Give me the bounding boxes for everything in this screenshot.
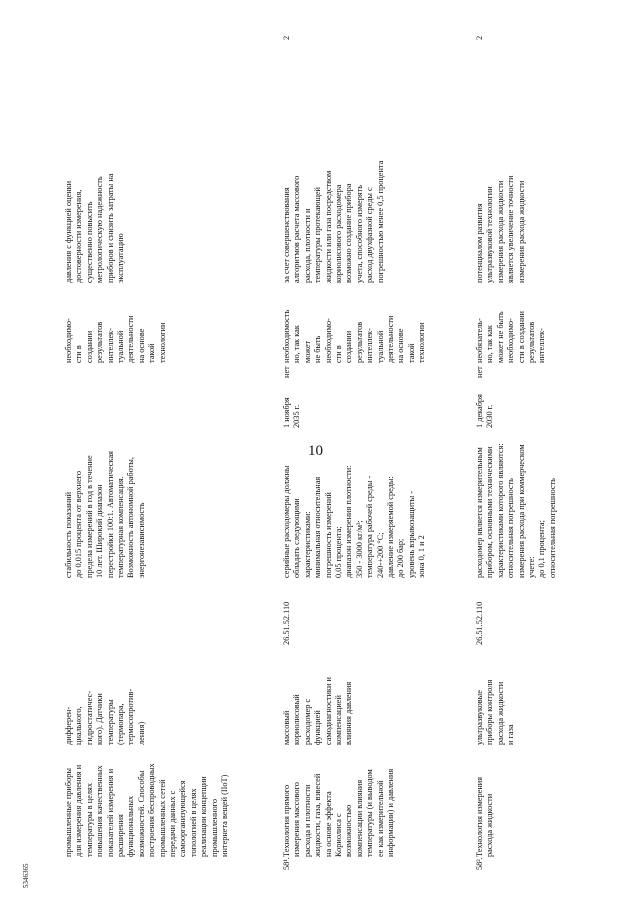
deadline-date: 1 ноября 2035 г. — [282, 397, 302, 428]
group-number: 2 — [475, 35, 484, 40]
row-number: 58¹. — [282, 857, 291, 870]
ip-justification: необязатель- но, так как может не быть необходимо- сти в создании результатов интеллек- — [475, 311, 547, 363]
ip-justification: необходимость но, так как может не быть необходимо- сти в создании результатов интеллек- туальной деятельности на основе такой технологии — [282, 309, 427, 363]
deadline-date: 1 декабря 2030 г. — [475, 394, 495, 428]
expected-effect: за счет совершенствования алгоритмов расчета массового расхода, плотности и температуры протекающей жидкости или газа посредством кориолисового расходомера возможно создание прибора учета, способного измерять расход двухфазной среды с погрешностью менее 0,5 процента — [282, 160, 385, 283]
expected-effect: давления с функцией оценки достоверности измерения, существенно повысить метрологическую надежность приборов и снизить затраты на эксплуатацию — [64, 173, 126, 283]
document-id: 5346365 — [22, 863, 30, 888]
group-number: 2 — [282, 35, 291, 40]
product-type: ультразвуковые приборы контроля расхода жидкости и газа — [475, 679, 516, 745]
technology-name: Технология измерения расхода жидкости — [475, 776, 495, 857]
okpd-code: 26.51.52.110 — [282, 601, 291, 645]
okpd-code: 26.51.52.110 — [475, 601, 484, 645]
product-type: дифферен- циального, гидростатичес- кого). Датчики температуры (термопара, термосопротив- ления) — [64, 688, 146, 745]
row-number: 58². — [475, 857, 484, 870]
ip-need: нет — [282, 366, 291, 378]
expected-effect: потенциалом развития ультразвуковой технологии измерения расхода жидкости является увеличение точности измерения расхода жидкости — [475, 175, 526, 283]
ip-need: нет — [475, 366, 484, 378]
product-type: массовый кориолисовый расходомер с функцией самодиагностики и компенсацией влияния давления — [282, 677, 354, 745]
technology-name: Технология прямого измерения массового расхода и плотности жидкости, газа, взвесей на основе эффекта Кориолиса с возможностью компенсации влияния температуры (и выводом ее как измерительной информации) и давления — [282, 768, 396, 857]
characteristics: расходомер является измерительным прибором, основными техническими характеристиками которого являются: относительная погрешность измерения расхода при коммерческом учете: до 0,1 процента; относительная погрешность — [475, 443, 557, 578]
technology-name: промышленные приборы для измерения давления и температуры в целях повышения качественных показателей измерения и расширения функциональных возможностей. Способы построения беспроводных промышленных сетей передачи данных с самоорганизующейся топологией в целях реализации концепции промышленного интернета вещей (IIoT) — [64, 763, 230, 857]
ip-justification: необходимо- сти в создании результатов интеллек- туальной деятельности на основе такой технологии — [64, 315, 167, 363]
characteristics: серийные расходомеры должны обладать следующими характеристиками: минимальная относительная погрешность измерений 0,05 процента; диапазон измерения плотности: 350 - 3000 кг/м³; температура рабочей среды - 240-+200 °C; давление измеряемой среды: до 200 бар; уровень взрывозащиты - зона 0, 1 и 2 — [282, 465, 427, 578]
page-number: 10 — [308, 443, 323, 459]
characteristics: стабильность показаний до 0,015 процента от верхнего предела измерений в год в течение 10 лет. Широкий диапазон перестройки 100:1. Автоматическая температурная компенсация. Возможность автономной работы, энергонезависимость — [64, 451, 146, 578]
